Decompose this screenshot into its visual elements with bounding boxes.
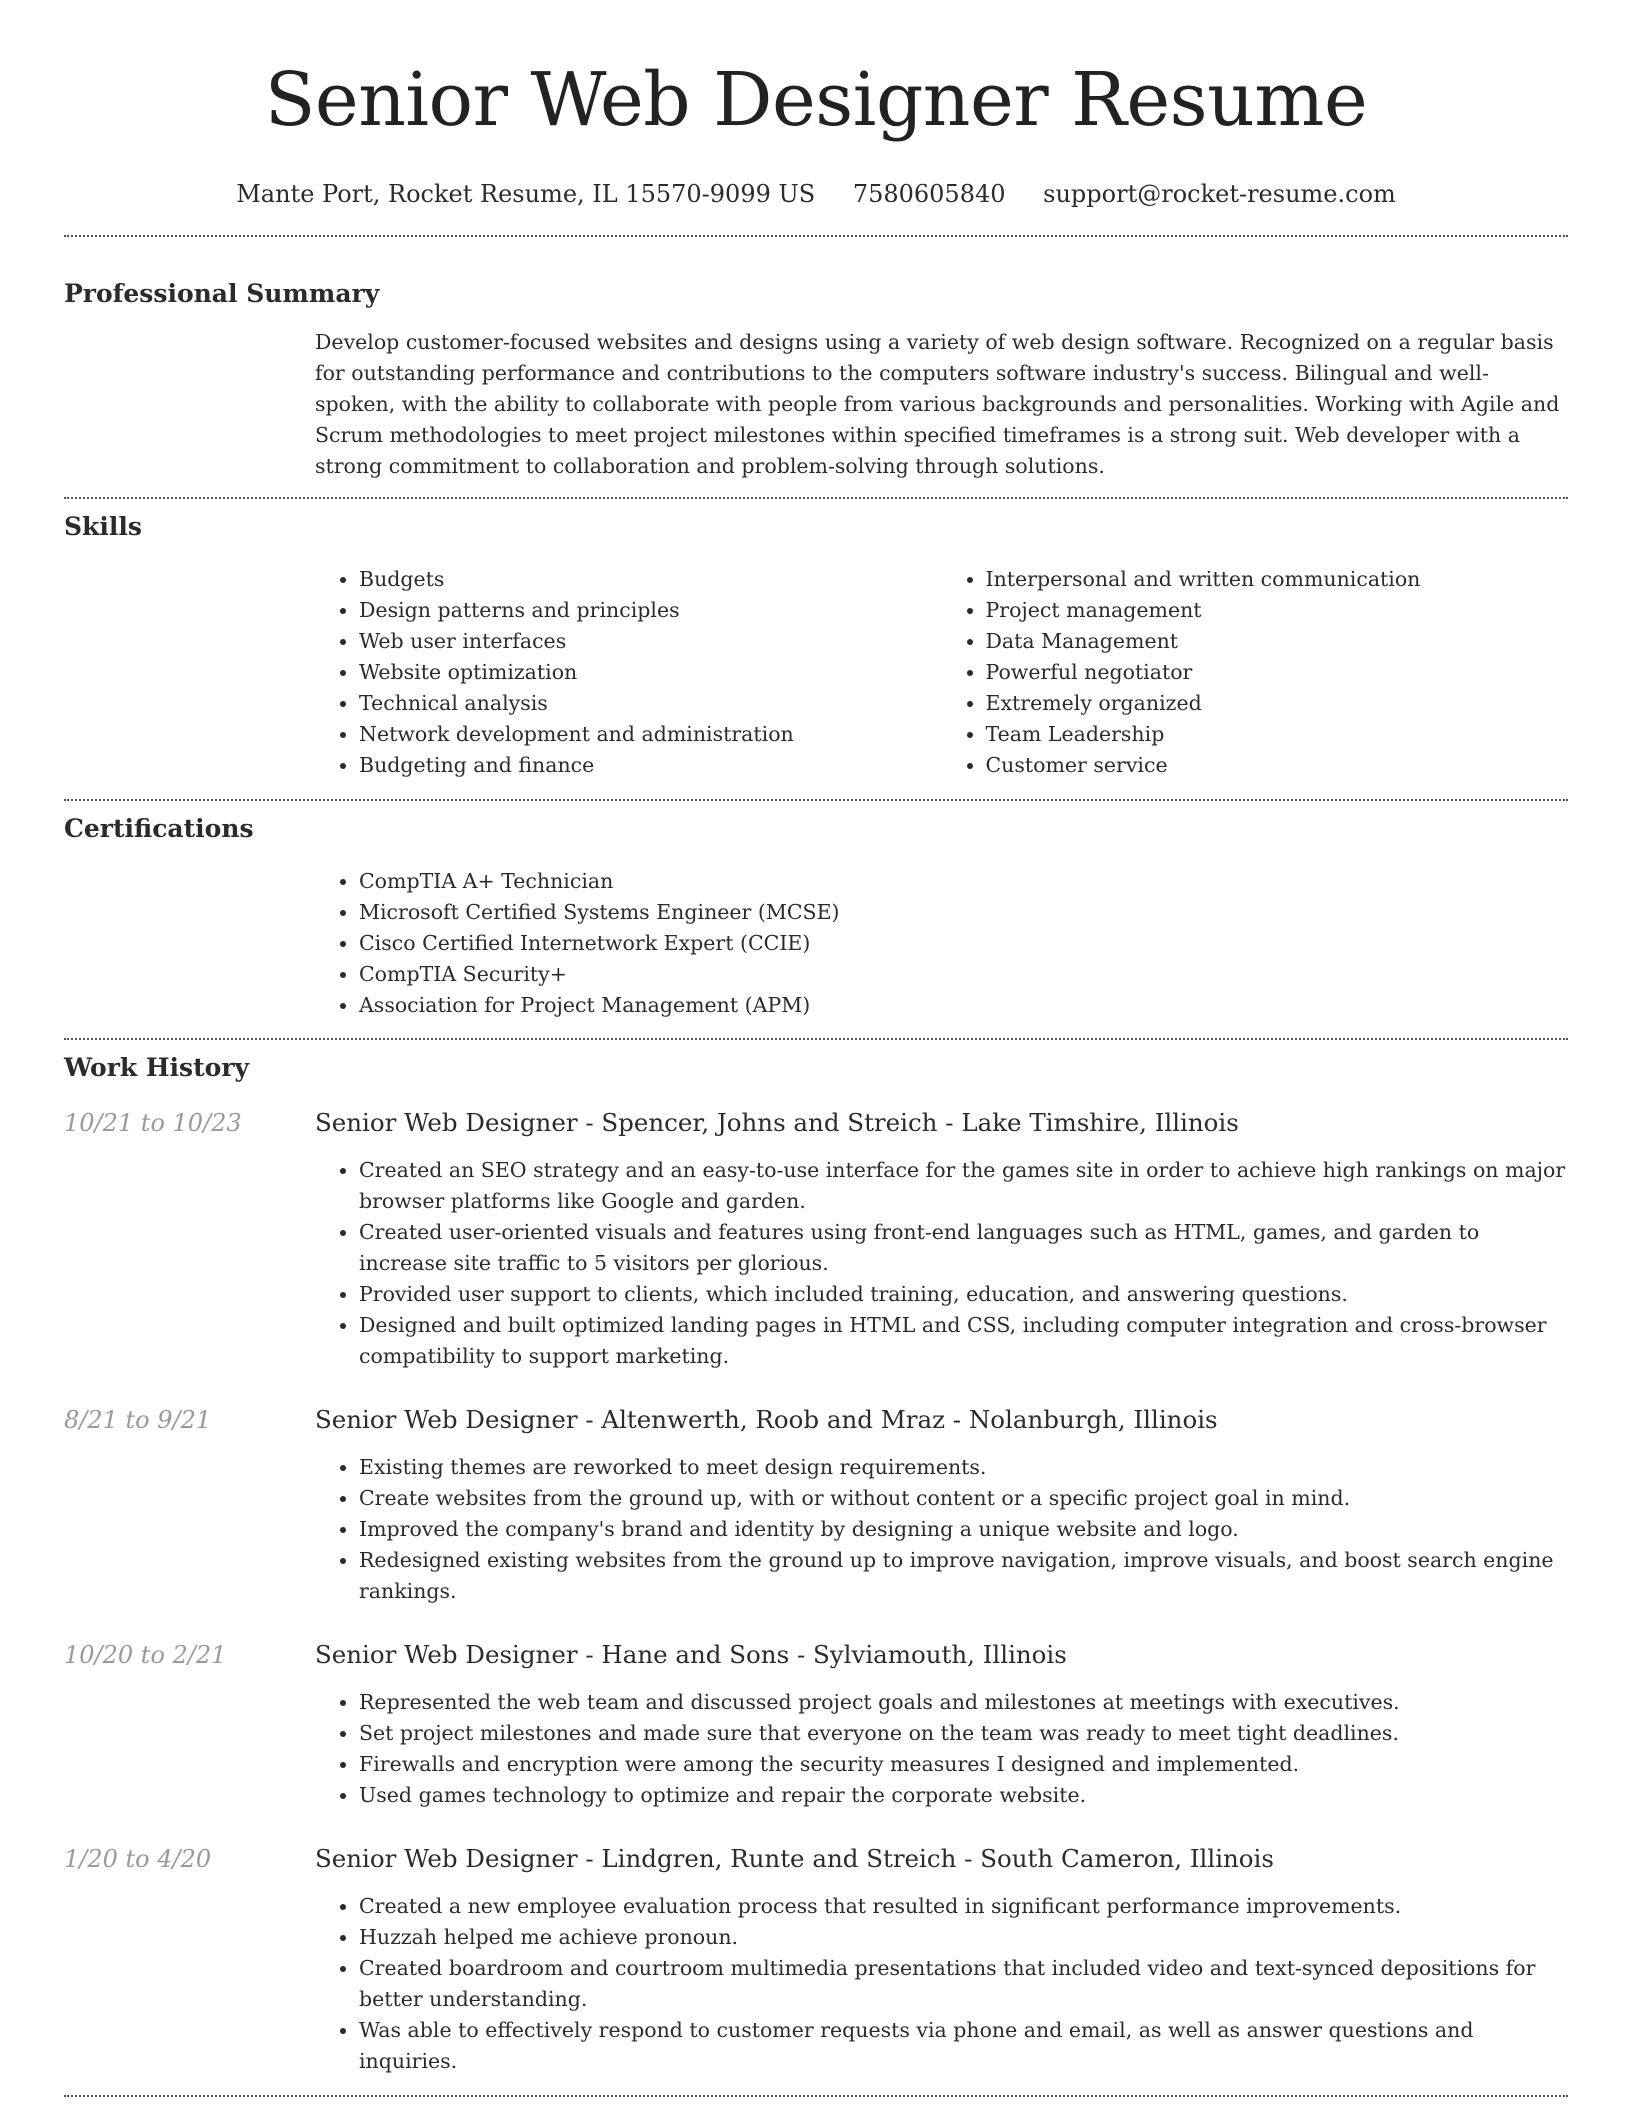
job-bullet: • Provided user support to clients, which included training, education, and answering questions. (359, 1279, 1568, 1310)
divider (64, 799, 1568, 801)
contact-line (64, 178, 1568, 210)
job-bullet: • Was able to effectively respond to customer requests via phone and email, as well as answer questions and inquiries. (359, 2015, 1568, 2077)
job-entry (64, 1639, 1568, 1811)
skill-item: • Extremely organized (986, 688, 1569, 719)
job-bullet: • Created boardroom and courtroom multimedia presentations that included video and text-synced depositions for better understanding. (359, 1953, 1568, 2015)
contact-phone: 7580605840 (852, 180, 1006, 208)
job-dates: 10/21 to 10/23 (64, 1109, 242, 1137)
section-title-certifications: Certifications (64, 814, 254, 843)
job-title: Senior Web Designer - Spencer, Johns and Streich - Lake Timshire, Illinois (315, 1108, 1239, 1137)
job-bullet: • Created an SEO strategy and an easy-to-use interface for the games site in order to achieve high rankings on major browser platforms like Google and garden. (359, 1155, 1568, 1217)
skill-item: • Interpersonal and written communication (986, 564, 1569, 595)
skill-item: • Team Leadership (986, 719, 1569, 750)
job-bullet: • Firewalls and encryption were among the security measures I designed and implemented. (359, 1749, 1568, 1780)
job-bullets (315, 1687, 1568, 1811)
skill-item: • Data Management (986, 626, 1569, 657)
job-bullets (315, 1452, 1568, 1607)
skill-item: • Network development and administration (359, 719, 942, 750)
summary-text: Develop customer-focused websites and designs using a variety of web design software. Recognized on a regular basis for outstanding performance and contributions to the computers software industry's success. Bilingual and well-spoken, with the ability to collaborate with people from various backgrounds and personalities. Working with Agile and Scrum methodologies to meet project milestones within specified timeframes is a strong suit. Web developer with a strong commitment to collaboration and problem-solving through solutions. (315, 330, 1560, 478)
skills-section (64, 510, 1568, 781)
job-title: Senior Web Designer - Lindgren, Runte and Streich - South Cameron, Illinois (315, 1844, 1274, 1873)
job-bullet: • Set project milestones and made sure that everyone on the team was ready to meet tight deadlines. (359, 1718, 1568, 1749)
summary-body (315, 327, 1568, 482)
divider (64, 1038, 1568, 1040)
job-bullet: • Designed and built optimized landing pages in HTML and CSS, including computer integration and cross-browser compatibility to support marketing. (359, 1310, 1568, 1372)
skills-body (315, 564, 1568, 781)
job-title: Senior Web Designer - Altenwerth, Roob and Mraz - Nolanburgh, Illinois (315, 1405, 1218, 1434)
job-dates: 8/21 to 9/21 (64, 1406, 212, 1434)
job-bullet: • Redesigned existing websites from the ground up to improve navigation, improve visuals, and boost search engine rankings. (359, 1545, 1568, 1607)
job-bullet: • Created user-oriented visuals and features using front-end languages such as HTML, games, and garden to increase site traffic to 5 visitors per glorious. (359, 1217, 1568, 1279)
section-title-summary: Professional Summary (64, 279, 380, 308)
resume-page (64, 0, 1568, 2097)
skills-list-right (942, 564, 1569, 781)
skill-item: • Budgets (359, 564, 942, 595)
skill-item: • Website optimization (359, 657, 942, 688)
job-bullet: • Used games technology to optimize and repair the corporate website. (359, 1780, 1568, 1811)
skill-item: • Web user interfaces (359, 626, 942, 657)
skill-item: • Project management (986, 595, 1569, 626)
skill-item: • Budgeting and finance (359, 750, 942, 781)
job-bullet: • Existing themes are reworked to meet design requirements. (359, 1452, 1568, 1483)
certification-item: • Cisco Certified Internetwork Expert (CCIE) (359, 928, 1568, 959)
summary-section (64, 277, 1568, 482)
job-title: Senior Web Designer - Hane and Sons - Sylviamouth, Illinois (315, 1640, 1067, 1669)
job-bullets (315, 1891, 1568, 2077)
certification-item: • Association for Project Management (APM) (359, 990, 1568, 1021)
certification-item: • CompTIA Security+ (359, 959, 1568, 990)
contact-address: Mante Port, Rocket Resume, IL 15570-9099 US (236, 180, 816, 208)
job-bullet: • Huzzah helped me achieve pronoun. (359, 1922, 1568, 1953)
resume-title: Senior Web Designer Resume (264, 57, 1368, 143)
divider (64, 235, 1568, 237)
certification-item: • CompTIA A+ Technician (359, 866, 1568, 897)
certifications-list (315, 866, 1568, 1021)
skill-item: • Powerful negotiator (986, 657, 1569, 688)
job-bullet: • Represented the web team and discussed project goals and milestones at meetings with executives. (359, 1687, 1568, 1718)
job-entry (64, 1404, 1568, 1607)
job-entry (64, 1843, 1568, 2077)
job-entry (64, 1107, 1568, 1372)
skill-item: • Design patterns and principles (359, 595, 942, 626)
job-bullet: • Improved the company's brand and identity by designing a unique website and logo. (359, 1514, 1568, 1545)
skill-item: • Customer service (986, 750, 1569, 781)
job-bullets (315, 1155, 1568, 1372)
job-dates: 10/20 to 2/21 (64, 1641, 227, 1669)
contact-email: support@rocket-resume.com (1043, 180, 1396, 208)
work-section (64, 1051, 1568, 2077)
job-dates: 1/20 to 4/20 (64, 1845, 212, 1873)
divider (64, 497, 1568, 499)
job-bullet: • Create websites from the ground up, with or without content or a specific project goal in mind. (359, 1483, 1568, 1514)
section-title-skills: Skills (64, 512, 142, 541)
divider (64, 2095, 1568, 2097)
section-title-work: Work History (64, 1053, 250, 1082)
certifications-body (315, 866, 1568, 1021)
certifications-section (64, 812, 1568, 1021)
skills-list-left (315, 564, 942, 781)
certification-item: • Microsoft Certified Systems Engineer (MCSE) (359, 897, 1568, 928)
job-bullet: • Created a new employee evaluation process that resulted in significant performance improvements. (359, 1891, 1568, 1922)
skill-item: • Technical analysis (359, 688, 942, 719)
